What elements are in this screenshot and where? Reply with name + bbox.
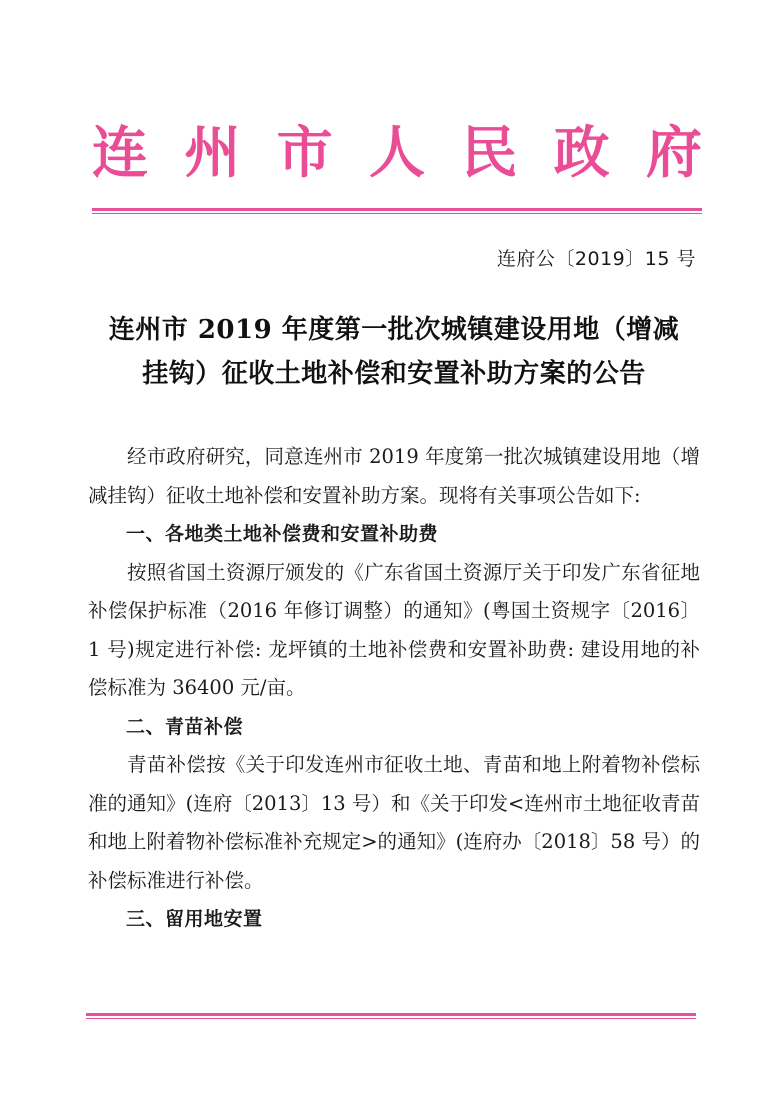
- section-2-paragraph: 青苗补偿按《关于印发连州市征收土地、青苗和地上附着物补偿标准的通知》(连府〔2013〕13 号）和《关于印发<连州市土地征收青苗和地上附着物补偿标准补充规定>的通知》(连府办〔2018〕58 号）的补偿标准进行补偿。: [88, 753, 700, 892]
- header-char: 府: [645, 120, 702, 186]
- document-title-line-2: 挂钩）征收土地补偿和安置补助方案的公告: [142, 359, 646, 389]
- footer-divider-thin: [86, 1018, 696, 1019]
- header-divider-thick: [92, 208, 702, 211]
- header-char: 民: [461, 120, 518, 186]
- issuing-authority-header: [92, 118, 702, 188]
- header-char: 市: [276, 120, 333, 186]
- section-2-heading: 二、青苗补偿: [126, 715, 244, 738]
- document-title-line-1: 连州市 2019 年度第一批次城镇建设用地（增减: [108, 315, 680, 345]
- document-number: 连府公〔2019〕15 号: [496, 248, 696, 270]
- header-char: 连: [92, 120, 148, 186]
- header-char: 州: [184, 120, 241, 186]
- header-divider-thin: [92, 213, 702, 214]
- footer-divider: [86, 1013, 696, 1019]
- document-body: [88, 438, 700, 939]
- footer-divider-thick: [86, 1013, 696, 1016]
- intro-paragraph: 经市政府研究，同意连州市 2019 年度第一批次城镇建设用地（增减挂钩）征收土地补偿和安置补助方案。现将有关事项公告如下:: [88, 445, 700, 507]
- header-divider: [92, 208, 702, 214]
- section-3-heading: 三、留用地安置: [126, 908, 263, 930]
- section-1-paragraph: 按照省国土资源厅颁发的《广东省国土资源厅关于印发广东省征地补偿保护标准（2016 年修订调整）的通知》(粤国土资规字〔2016〕1 号)规定进行补偿: 龙坪镇的土地补偿费和安置补助费: 建设用地的补偿标准为 36400 元/亩。: [88, 560, 700, 699]
- section-1-heading: 一、各地类土地补偿费和安置补助费: [126, 523, 439, 545]
- header-char: 政: [553, 120, 610, 186]
- document-title: [88, 308, 700, 396]
- header-char: 人: [368, 120, 425, 186]
